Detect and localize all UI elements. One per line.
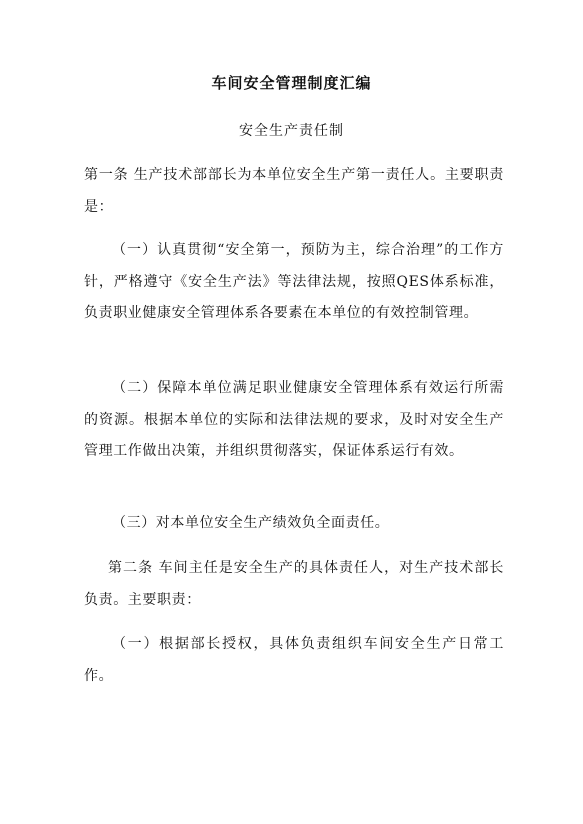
clause-paragraph: （一）认真贯彻“安全第一，预防为主，综合治理”的工作方针，严格遵守《安全生产法》等法律法规，按照QES体系标准，负责职业健康安全管理体系各要素在本单位的有效控制管理。	[84, 242, 504, 321]
article-paragraph	[84, 160, 504, 223]
article-number: 第二条	[108, 560, 154, 576]
article-paragraph	[84, 553, 504, 616]
section-subtitle: 安全生产责任制	[239, 123, 344, 139]
document-title: 车间安全管理制度汇编	[211, 74, 372, 92]
article-number: 第一条	[84, 167, 129, 183]
clause-paragraph: （一）根据部长授权，具体负责组织车间安全生产日常工作。	[84, 636, 504, 684]
paragraph-text: 生产技术部部长为本单位安全生产第一责任人。主要职责是：	[84, 167, 504, 215]
clause-paragraph: （二）保障本单位满足职业健康安全管理体系有效运行所需的资源。根据本单位的实际和法律法规的要求，及时对安全生产管理工作做出决策，并组织贯彻落实，保证体系运行有效。	[84, 380, 504, 459]
paragraph-text: 车间主任是安全生产的具体责任人，对生产技术部长负责。主要职责：	[84, 560, 504, 608]
clause-paragraph: （三）对本单位安全生产绩效负全面责任。	[112, 515, 390, 531]
